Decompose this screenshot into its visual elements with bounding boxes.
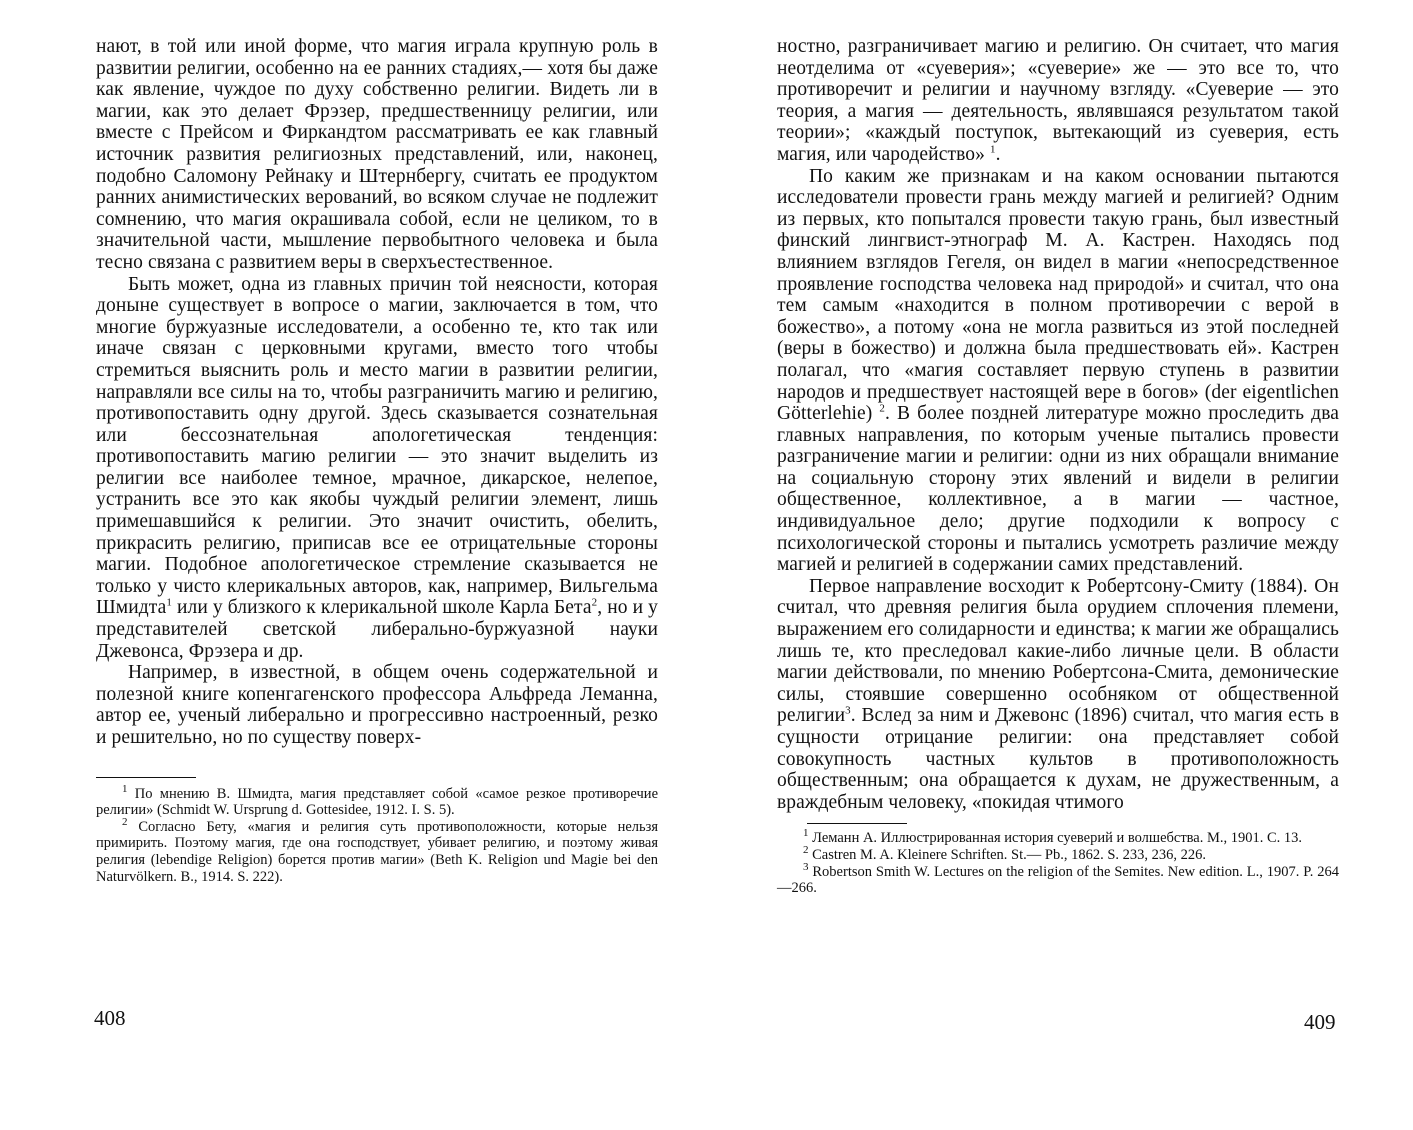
- footnote-text: Castren M. A. Kleinere Schriften. St.— Pb., 1862. S. 233, 236, 226.: [812, 846, 1207, 863]
- left-paragraph-2-end: , но и у представителей светской либерально-буржуазной науки Джевонса, Фрэзера и др.: [96, 597, 658, 662]
- right-paragraph-3: [777, 576, 1339, 814]
- right-paragraph-2-end: . В более поздней литературе можно проследить два главных направления, по которым ученые пытались провести разграничение магии и религии: одни из них обращали внимание на социальную сторону этих явлений и видели в религии общественное, коллективное, а в магии — частное, индивидуальное дело; другие подходили к вопросу с психологической стороны и пытались усмотреть различие между магией и религией в содержании самих представлений.: [777, 403, 1339, 576]
- footnote: [96, 815, 659, 885]
- footnote-mark-3: 3: [845, 704, 851, 717]
- footnote-text: По мнению В. Шмидта, магия представляет собой «самое резкое противоречие религии» (Schmidt W. Ursprung d. Gottesidee, 1912. I. S. 5).: [96, 785, 658, 819]
- footnote: [777, 844, 1339, 864]
- footnote-mark-1: 1: [989, 143, 996, 156]
- footnote-mark-2: 2: [591, 596, 598, 609]
- page-number-right: 409: [1304, 1010, 1336, 1034]
- left-paragraph-3: Например, в известной, в общем очень содержательной и полезной книге копенгагенского профессора Альфреда Леманна, автор ее, ученый либерально и прогрессивно настроенный, резко и решительно, но по существу поверх-: [96, 662, 658, 748]
- right-paragraph-3-end: . Вслед за ним и Джевонс (1896) считал, что магия есть в сущности отрицание религии: она представляет собой совокупность частных культов в противоположность общественным; она обращается к духам, не дружественным, а враждебным человеку, «покидая чтимого: [777, 705, 1339, 813]
- footnote-divider: [96, 777, 196, 778]
- footnote: [777, 827, 1339, 847]
- right-paragraph-3-text: Первое направление восходит к Робертсону-Смиту (1884). Он считал, что древняя религия была орудием сплочения племени, выражением его солидарности и единства; к магии же обращались лишь те, кто преследовал какие-либо личные цели. В области магии действовали, по мнению Робертсона-Смита, демонические силы, стоявшие совершенно особняком от общественной религии: [777, 575, 1339, 727]
- right-paragraph-2-text: По каким же признакам и на каком основании пытаются исследователи провести грань между магией и религией? Одним из первых, кто попытался провести такую грань, был известный финский лингвист-этнограф М. А. Кастрен. Находясь под влиянием взглядов Гегеля, он видел в магии «непосредственное проявление господства человека над природой» и считал, что она тем самым «находится в полном противоречии с верой в божество», а потому «она не могла развиться из этой последней (веры в божество) и должна была предшествовать ей». Кастрен полагал, что «магия составляет первую ступень в развитии народов и предшествует настоящей вере в богов» (der eigentlichen Götterlehie): [777, 165, 1339, 425]
- left-body-text: [96, 36, 658, 749]
- right-paragraph-1-text: ностно, разграничивает магию и религию. Он считает, что магия неотделима от «суеверия»; «суеверие» же — это все то, что противоречит и религии и научному взгляду. «Суеверие — это теория, а магия — деятельность, являвшаяся результатом такой теории»; «каждый поступок, вытекающий из суеверия, есть магия, или чародейство»: [777, 36, 1339, 165]
- right-body-text: [777, 36, 1339, 813]
- footnote-mark-1: 1: [166, 596, 172, 609]
- footnote-text: Леманн А. Иллюстрированная история суеверий и волшебства. М., 1901. С. 13.: [812, 830, 1303, 847]
- left-paragraph-2-text: Быть может, одна из главных причин той неясности, которая доныне существует в вопросе о магии, заключается в том, что многие буржуазные исследователи, а особенно те, кто так или иначе связан с церковными кругами, вместо того чтобы стремиться выяснить роль и место магии в развитии религии, направляли все силы на то, чтобы разграничить магию и религию, противопоставить одну другой. Здесь сказывается сознательная или бессознательная апологетическая тенденция: противопоставить магию религии — это значит выделить из религии все наиболее темное, мрачное, дикарское, нелепое, устранить все это как якобы чуждый религии элемент, лишь примешавшийся к религии. Это значит очистить, обелить, прикрасить религию, приписав все ее отрицательные стороны магии. Подобное апологетическое стремление сказывается не только у чисто клерикальных авторов, как, например, Вильгельма Шмидта: [96, 273, 658, 619]
- footnote-number: 1: [122, 782, 128, 795]
- footnote-text: Согласно Бету, «магия и религия суть противоположности, которые нельзя примирить. Поэтому магия, где она господствует, убивает религию, и поэтому живая религия (lebendige Religion) борется против магии» (Beth K. Religion und Magie bei den Naturvölkern. B., 1914. S. 222).: [96, 818, 659, 885]
- footnote-text: Robertson Smith W. Lectures on the religion of the Semites. New edition. L., 1907. P. 264—266.: [777, 863, 1339, 897]
- page-number-left: 408: [94, 1006, 126, 1030]
- footnote: [777, 860, 1339, 897]
- footnote-number: 3: [803, 860, 809, 873]
- right-paragraph-2: [777, 166, 1339, 576]
- left-paragraph-2-cont: или у близкого к клерикальной школе Карла Бета: [172, 597, 592, 619]
- left-paragraph-1: нают, в той или иной форме, что магия играла крупную роль в развитии религии, особенно на ее ранних стадиях,— хотя бы даже как явление, чуждое по духу собственно религии. Видеть ли в магии, как это делает Фрэзер, предшественницу религии, или вместе с Прейсом и Фиркандтом рассматривать ее как главный источник развития религиозных представлений, или, наконец, подобно Саломону Рейнаку и Штернбергу, считать ее продуктом ранних анимистических верований, во всяком случае не подлежит сомнению, что магия окрашивала собой, если не целиком, то в значительной части, мышление первобытного человека и была тесно связана с развитием веры в сверхъестественное.: [96, 36, 658, 273]
- right-page: [777, 36, 1339, 897]
- right-paragraph-1: ностно, разграничивает магию и религию. Он считает, что магия неотделима от «суеверия»; «суеверие» же — это все то, что противоречит и религии и научному взгляду. «Суеверие — это теория, а магия — деятельность, являвшаяся результатом такой теории»; «каждый поступок, вытекающий из суеверия, есть магия, или чародейство» $^1$.: [777, 36, 1339, 165]
- left-page: [96, 36, 658, 885]
- footnote-number: 2: [803, 844, 809, 857]
- left-paragraph-2: [96, 274, 658, 663]
- footnote-number: 2: [122, 815, 128, 828]
- footnote-divider: [807, 823, 907, 824]
- footnote-mark-2: 2: [879, 402, 886, 415]
- right-footnotes: [777, 827, 1339, 897]
- left-footnotes: [96, 782, 659, 886]
- footnote: [96, 782, 658, 819]
- footnote-number: 1: [803, 827, 809, 840]
